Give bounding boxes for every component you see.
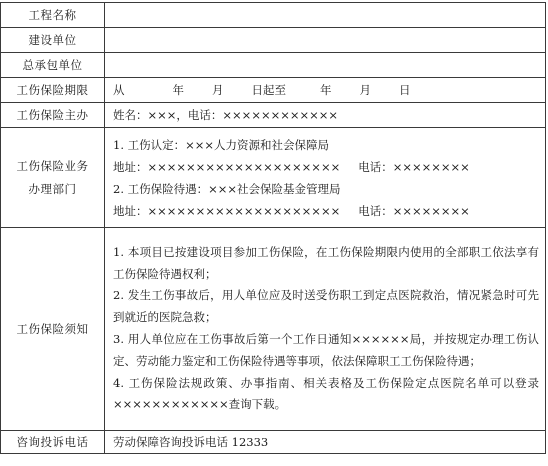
construction-unit-label: 建设单位: [1, 28, 105, 53]
notice-item-3: 3. 用人单位应在工伤事故后第一个工作日通知××××××局，并按规定办理工伤认定、劳动能力鉴定和工伤保险待遇等事项，依法保障职工工伤保险待遇；: [113, 332, 539, 368]
general-contractor-value: [105, 53, 546, 78]
row-project-name: [1, 3, 546, 28]
period-month-1: 月: [212, 83, 224, 97]
insurance-handler-label: 工伤保险主办: [1, 103, 105, 128]
dept-line-4: [113, 200, 539, 222]
notice-value: [105, 228, 546, 431]
project-name-label: 工程名称: [1, 3, 105, 28]
period-month-2: 月: [359, 83, 371, 97]
insurance-handler-value: 姓名：×××，电话：××××××××××××: [105, 103, 546, 128]
notice-item-4: 4. 工伤保险法规政策、办事指南、相关表格及工伤保险定点医院名单可以登录××××××××××××查询下载。: [113, 375, 539, 412]
general-contractor-label: 总承包单位: [1, 53, 105, 78]
row-general-contractor: [1, 53, 546, 78]
period-year-1: 年: [172, 83, 184, 97]
row-complaint-phone: [1, 431, 546, 454]
dept-line-1: 1. 工伤认定：×××人力资源和社会保障局: [113, 137, 330, 152]
complaint-phone-label: 咨询投诉电话: [1, 431, 105, 454]
insurance-notice-table: [0, 2, 546, 454]
notice-item-2: 2. 发生工伤事故后，用人单位应及时送受伤职工到定点医院救治，情况紧急时可先到就近的医院急救；: [113, 288, 539, 325]
construction-unit-value: [105, 28, 546, 53]
notice-item-1: 1. 本项目已按建设项目参加工伤保险，在工伤保险期限内使用的全部职工依法享有工伤保险待遇权利；: [113, 244, 539, 281]
period-year-2: 年: [320, 83, 332, 97]
insurance-period-value: [105, 78, 546, 103]
row-construction-unit: [1, 28, 546, 53]
business-depts-value: [105, 128, 546, 228]
row-notice: [1, 228, 546, 431]
row-business-depts: [1, 128, 546, 228]
dept-line-2: [113, 156, 539, 178]
project-name-value: [105, 3, 546, 28]
period-from: 从: [113, 83, 125, 97]
dept-phone-1: 电话：××××××××: [358, 159, 470, 174]
business-depts-label: 工伤保险业务办理部门: [16, 158, 89, 196]
notice-label: 工伤保险须知: [1, 228, 105, 431]
period-day-start: 日起至: [251, 83, 286, 97]
dept-line-3: 2. 工伤保险待遇：×××社会保险基金管理局: [113, 181, 341, 196]
row-insurance-handler: [1, 103, 546, 128]
row-insurance-period: [1, 78, 546, 103]
dept-address-2: 地址：××××××××××××××××××××: [113, 203, 341, 218]
dept-phone-2: 电话：××××××××: [358, 203, 470, 218]
complaint-phone-value: 劳动保障咨询投诉电话 12333: [105, 431, 546, 454]
period-day-end: 日: [399, 83, 411, 97]
dept-address-1: 地址：××××××××××××××××××××: [113, 159, 341, 174]
insurance-period-label: 工伤保险期限: [1, 78, 105, 103]
